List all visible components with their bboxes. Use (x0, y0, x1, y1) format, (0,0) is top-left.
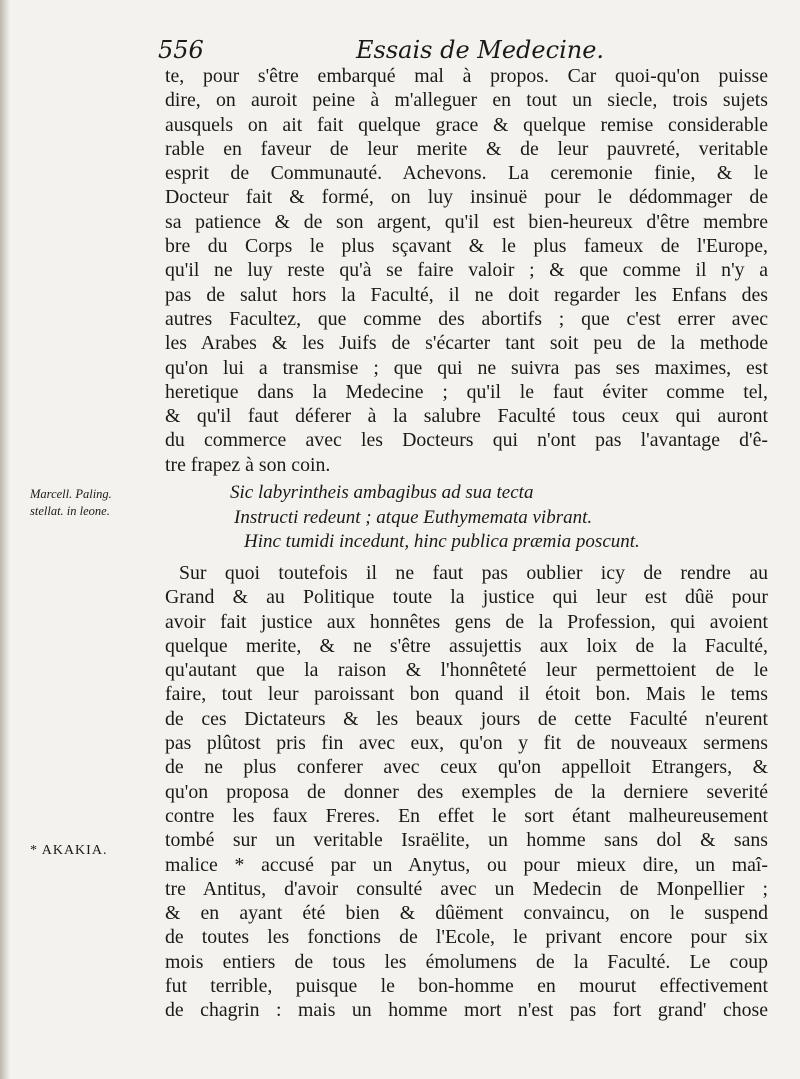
margin-note-line: stellat. in leone. (30, 504, 110, 518)
page-header (152, 36, 752, 66)
text-line: tre Antitus, d'avoir consulté avec un Medecin de Monpellier ; (165, 877, 768, 900)
text-line: & qu'il faut déferer à la salubre Faculté tous ceux qui auront (165, 405, 768, 428)
text-line: de ne plus conferer avec ceux qu'on appelloit Etrangers, & (165, 756, 768, 779)
text-line: de chagrin : mais un homme mort n'est pas fort grand' chose (165, 999, 768, 1022)
text-line: mois entiers de tous les émolumens de la Faculté. Le coup (165, 950, 768, 973)
text-line: tombé sur un veritable Israëlite, un homme sans dol & sans (165, 829, 768, 852)
page-number: 556 (158, 36, 204, 64)
text-line: dire, on auroit peine à m'alleguer en tout un siecle, trois sujets (165, 89, 768, 112)
margin-note-citation (30, 486, 155, 520)
text-line: heretique dans la Medecine ; qu'il le faut éviter comme tel, (165, 380, 768, 403)
text-line: rable en faveur de leur merite & de leur pauvreté, veritable (165, 137, 768, 160)
text-line: ausquels on ait fait quelque grace & quelque remise considerable (165, 113, 768, 136)
text-line: & en ayant été bien & dûëment convaincu, on le suspend (165, 902, 768, 925)
text-line: quelque merite, & ne s'être assujettis aux loix de la Faculté, (165, 634, 768, 657)
text-line: du commerce avec les Docteurs qui n'ont pas l'avantage d'ê- (165, 429, 768, 452)
text-line: te, pour s'être embarqué mal à propos. Car quoi-qu'on puisse (165, 65, 768, 87)
text-line: fut terrible, puisque le bon-homme en mourut effectivement (165, 975, 768, 998)
text-line: qu'il ne luy reste qu'à se faire valoir ; & que comme il n'y a (165, 259, 768, 282)
text-line: qu'autant que la raison & l'honnêteté leur permettoient de le (165, 659, 768, 682)
text-line: sa patience & de son argent, qu'il est bien-heureux d'être membre (165, 210, 768, 233)
verse-line: Sic labyrintheis ambagibus ad sua tecta (230, 482, 534, 503)
text-line: de ces Dictateurs & les beaux jours de cette Faculté n'eurent (165, 707, 768, 730)
text-line: autres Facultez, que comme des abortifs ; que c'est errer avec (165, 307, 768, 330)
text-line: malice * accusé par un Anytus, ou pour mieux dire, un maî- (165, 853, 768, 876)
margin-note-line: Marcell. Paling. (30, 487, 112, 501)
text-line: esprit de Communauté. Achevons. La ceremonie finie, & le (165, 162, 768, 185)
text-line: les Arabes & les Juifs de s'écarter tant soit peu de la methode (165, 332, 768, 355)
paragraph-2 (165, 561, 768, 1023)
text-line: faire, tout leur paroissant bon quand il étoit bon. Mais le tems (165, 683, 768, 706)
paragraph-1 (165, 64, 768, 477)
text-line: de toutes les fonctions de l'Ecole, le privant encore pour six (165, 926, 768, 949)
text-line: avoir fait justice aux honnêtes gens de la Profession, qui avoient (165, 610, 768, 633)
verse-line: Instructi redeunt ; atque Euthymemata vibrant. (234, 506, 593, 528)
running-head: Essais de Medecine. (356, 36, 605, 64)
text-line: Sur quoi toutefois il ne faut pas oublier icy de rendre au (179, 562, 768, 584)
text-line: Grand & au Politique toute la justice qui leur est dûë pour (165, 586, 768, 609)
text-line: Docteur fait & formé, on luy insinuë pour le dédommager de (165, 186, 768, 209)
text-line: bre du Corps le plus sçavant & le plus fameux de l'Europe, (165, 235, 768, 258)
gutter-shadow (0, 0, 10, 1079)
text-line: tre frapez à son coin. (165, 453, 331, 476)
text-line: pas plûtost pris fin avec eux, qu'on y fit de nouveaux sermens (165, 732, 768, 755)
text-line: contre les faux Freres. En effet le sort étant malheureusement (165, 804, 768, 827)
margin-note-akakia: * AKAKIA. (30, 843, 108, 858)
verse-line: Hinc tumidi incedunt, hinc publica præmia poscunt. (244, 531, 640, 552)
text-line: pas de salut hors la Faculté, il ne doit regarder les Enfans des (165, 283, 768, 306)
text-line: qu'on proposa de donner des exemples de la derniere severité (165, 780, 768, 803)
text-line: qu'on lui a transmise ; que qui ne suivra pas ses maximes, est (165, 356, 768, 379)
latin-verse (230, 481, 700, 555)
